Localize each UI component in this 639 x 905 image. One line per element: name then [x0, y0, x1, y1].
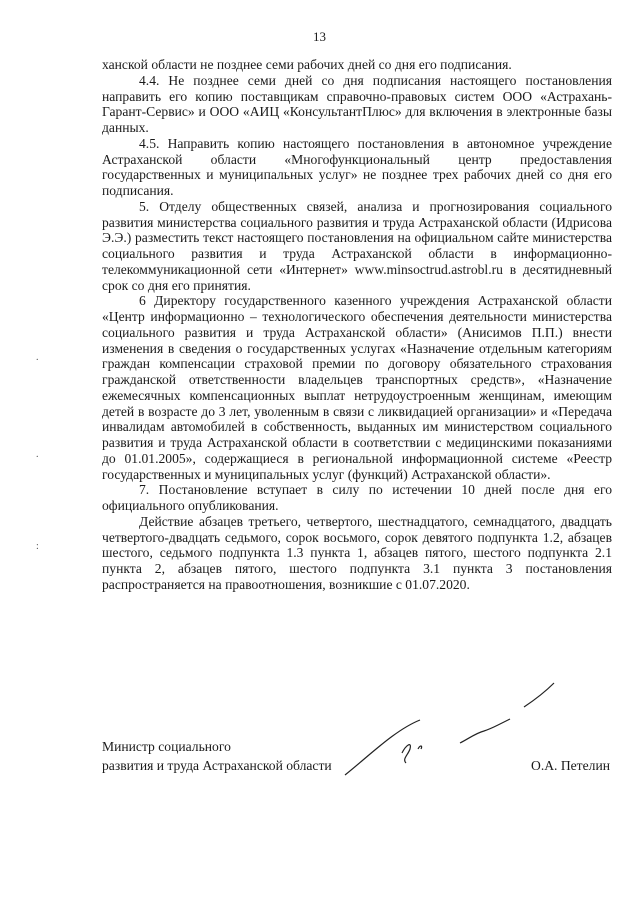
paragraph: 6 Директору государственного казенного учреждения Астраханской области «Центр информационно – технологического обеспечения деятельности министерства социального развития и труда Астраханской области» (Анисимов П.П.) внести изменения в сведения о государственных услугах «Назначение отдельным категориям граждан компенсации страховой премии по договору обязательного страхования гражданской ответственности владельцев транспортных средств», «Назначение ежемесячных компенсационных выплат нетрудоустроенным женщинам, имеющим детей в возрасте до 3 лет, уволенным в связи с ликвидацией организации» и «Передача инвалидам автомобилей в собственность, выданных им министерством социального развития и труда Астраханской области в соответствии с медицинскими показаниями до 01.01.2005», содержащиеся в региональной информационной системе «Реестр государственных и муниципальных услуг (функций) Астраханской области».	[102, 293, 612, 482]
signatory-name: О.А. Петелин	[531, 758, 610, 773]
margin-mark: .	[36, 352, 39, 363]
signatory-title	[102, 737, 332, 775]
page-number: 13	[313, 29, 326, 44]
paragraph: 5. Отделу общественных связей, анализа и прогнозирования социального развития министерства социального развития и труда Астраханской области (Идрисова Э.Э.) разместить текст настоящего постановления на официальном сайте министерства социального развития и труда Астраханской области в информационно-телекоммуникационной сети «Интернет» www.minsoctrud.astrobl.ru в десятидневный срок со дня его принятия.	[102, 198, 612, 293]
paragraph: ханской области не позднее семи рабочих дней со дня его подписания.	[102, 57, 512, 72]
paragraph: 4.4. Не позднее семи дней со дня подписания настоящего постановления направить его копию поставщикам справочно-правовых систем ООО «Астрахань-Гарант-Сервис» и ООО «АИЦ «КонсультантПлюс» для включения в электронные базы данных.	[102, 72, 612, 135]
signatory-title-line: развития и труда Астраханской области	[102, 758, 332, 773]
paragraph: Действие абзацев третьего, четвертого, шестнадцатого, семнадцатого, двадцать четвертого-двадцать седьмого, сорок восьмого, сорок девятого подпункта 1.2, абзацев шестого, седьмого подпункта 1.3 пункта 1, абзацев пятого, шестого подпункта 2.1 пункта 2, абзацев пятого, шестого подпункта 3.1 пункта 3 постановления распространяется на правоотношения, возникшие с 01.07.2020.	[102, 513, 612, 592]
document-body	[102, 57, 612, 593]
signatory-title-line: Министр социального	[102, 739, 231, 754]
paragraph: 4.5. Направить копию настоящего постановления в автономное учреждение Астраханской области «Многофункциональный центр предоставления государственных и муниципальных услуг» не позднее трех рабочих дней со дня его подписания.	[102, 135, 612, 198]
margin-mark: :	[36, 541, 39, 552]
paragraph: 7. Постановление вступает в силу по истечении 10 дней после дня его официального опубликования.	[102, 482, 612, 513]
margin-mark: .	[36, 449, 39, 460]
